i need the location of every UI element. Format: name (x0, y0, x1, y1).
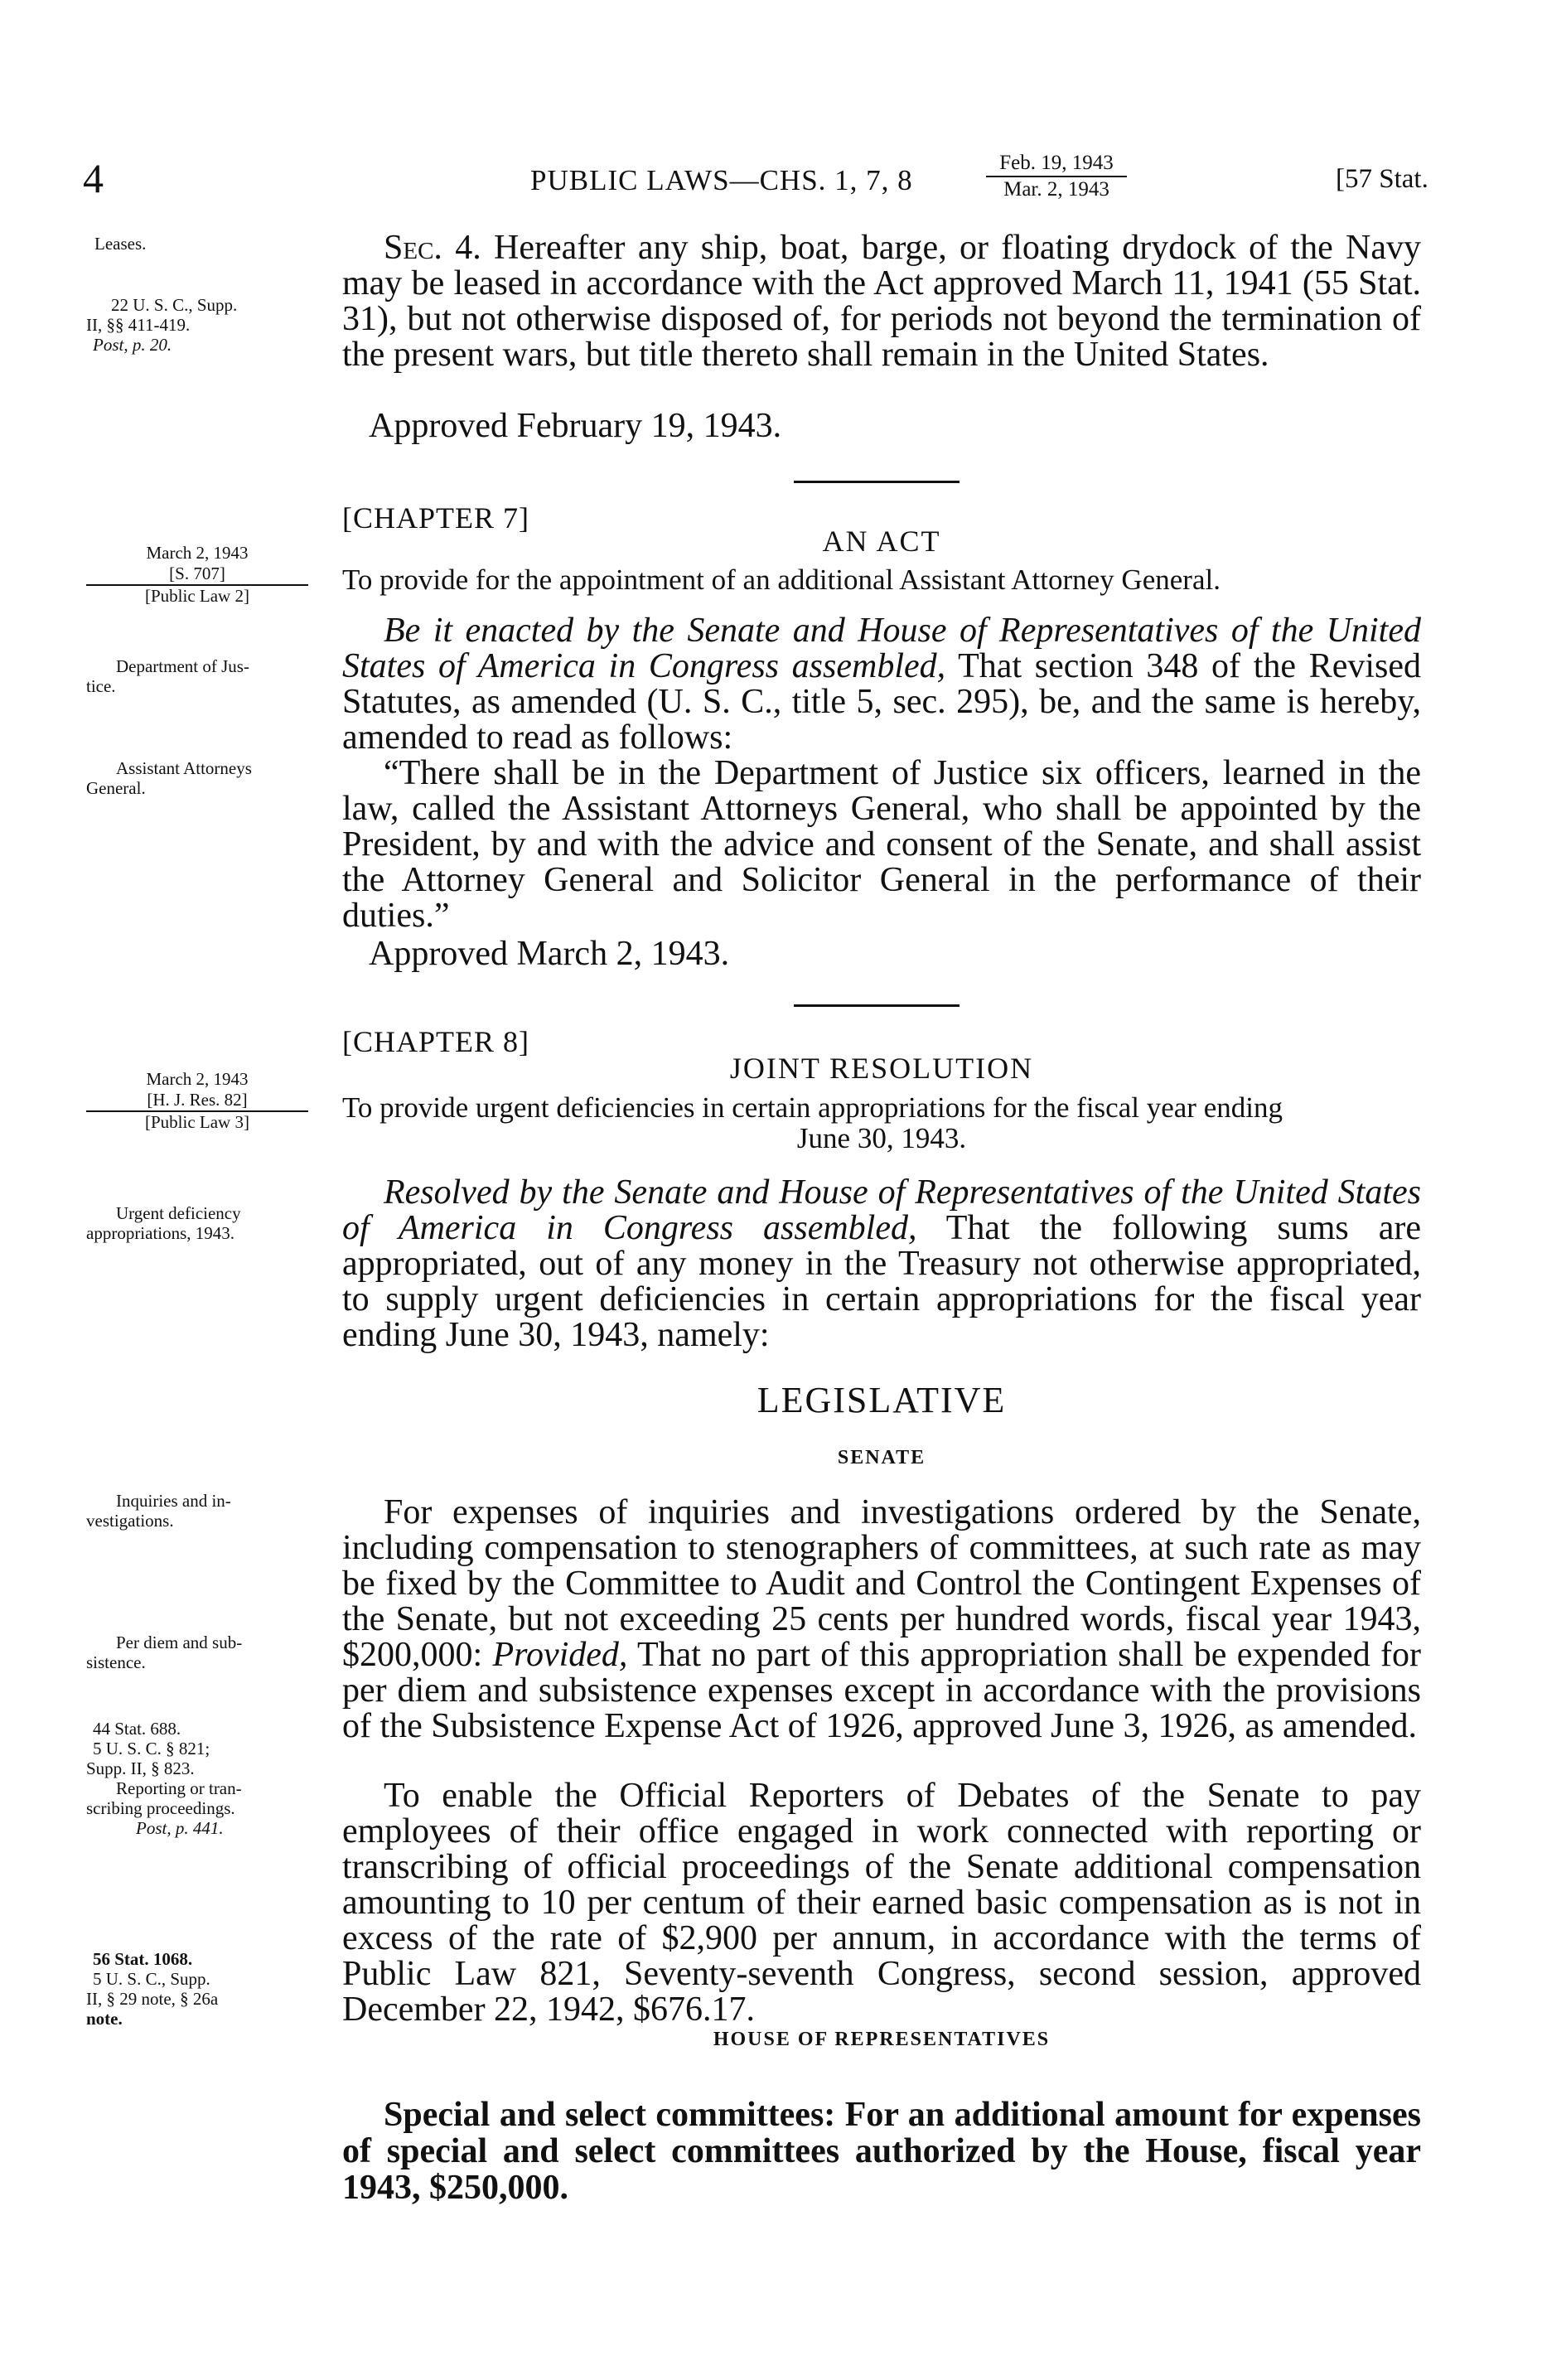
ch7-date: March 2, 1943 (146, 543, 249, 563)
cite-56-line-3: II, § 29 note, § 26a (86, 1989, 219, 2009)
senate-heading: SENATE (837, 1447, 926, 1468)
per-diem-line-1: Per diem and sub- (116, 1633, 243, 1652)
section-4-text: Hereafter any ship, boat, barge, or floating drydock of the Navy may be leased in accordance with the Act approved March 11, 1941 (55 Stat. 31), but not otherwise disposed of, for periods not beyond the termination of the present wars, but title thereto shall remain in the United States. (342, 229, 1421, 374)
senate-inquiries-proviso: That no part of this appropriation shall be expended for per diem and subsistence expenses except in accordance with the provisions of the Subsistence Expense Act of 1926, approved June 3, 1926, as amended. (342, 1636, 1421, 1745)
header-date-range (986, 151, 1127, 202)
ch7-bill: [S. 707] (86, 564, 308, 586)
legislative-heading: LEGISLATIVE (756, 1380, 1007, 1420)
ch7-public-law: [Public Law 2] (145, 586, 249, 606)
margin-note-aag (86, 758, 252, 798)
house-of-representatives-heading: HOUSE OF REPRESENTATIVES (713, 2029, 1051, 2050)
cite-56-line-4: note. (86, 2009, 123, 2029)
chapter-7-quoted-section (342, 756, 1421, 934)
provided-italic: Provided, (492, 1636, 628, 1674)
ch8-public-law: [Public Law 3] (145, 1112, 249, 1132)
section-4-label: Sec. 4. (384, 229, 481, 267)
margin-note-inquiries (86, 1491, 231, 1531)
chapter-8-type: JOINT RESOLUTION (729, 1052, 1034, 1085)
chapter-8-purpose (342, 1092, 1421, 1154)
chapter-8-purpose-line-1: To provide urgent deficiencies in certain appropriations for the fiscal year ending (342, 1091, 1283, 1124)
inquiries-line-2: vestigations. (86, 1511, 174, 1531)
volume-reference: [57 Stat. (1336, 164, 1428, 194)
margin-note-reporting (86, 1778, 242, 1838)
chapter-7-enacting-clause (342, 613, 1421, 756)
leases-cite-line-1: 22 U. S. C., Supp. (111, 295, 238, 315)
inquiries-line-1: Inquiries and in- (116, 1491, 231, 1511)
approved-feb-19: Approved February 19, 1943. (369, 407, 782, 445)
senate-inquiries-text: For expenses of inquiries and investigations ordered by the Senate, including compensation to stenographers of committees, at such rate as may be fixed by the Committee to Audit and Control the Contingent Expenses of the Senate, but not exceeding 25 cents per hundred words, fiscal year 1943, $200,000: (342, 1493, 1421, 1674)
cite-56-line-1: 56 Stat. 1068. (93, 1949, 193, 1969)
chapter-8-purpose-line-2: June 30, 1943. (796, 1122, 967, 1154)
margin-note-ch8-block (86, 1069, 308, 1133)
page-number: 4 (83, 155, 104, 201)
senate-inquiries-paragraph (342, 1495, 1421, 1744)
header-date-bottom: Mar. 2, 1943 (986, 176, 1127, 202)
running-title: PUBLIC LAWS—CHS. 1, 7, 8 (530, 164, 913, 196)
urgent-line-1: Urgent deficiency (116, 1203, 241, 1223)
divider-rule (794, 1004, 960, 1007)
cite-44-line-1: 44 Stat. 688. (93, 1719, 181, 1739)
margin-note-cite-56 (86, 1949, 218, 2029)
margin-note-per-diem (86, 1633, 242, 1672)
chapter-8-label: [CHAPTER 8] (342, 1025, 529, 1058)
doj-line-2: tice. (86, 676, 116, 696)
enacting-clause-italic: Be it enacted by the Senate and House of Representatives of the United States of America in Congress assembled, (342, 612, 1421, 685)
header-date-top: Feb. 19, 1943 (999, 152, 1114, 174)
official-reporters-paragraph (342, 1778, 1421, 2028)
reporting-line-2: scribing proceedings. (86, 1798, 235, 1818)
enacting-clause-text: That section 348 of the Revised Statutes, as amended (U. S. C., title 5, sec. 295), be, and the same is hereby, amended to read as follows: (342, 647, 1421, 757)
official-reporters-text: To enable the Official Reporters of Debates of the Senate to pay employees of their office engaged in work connected with reporting or transcribing of official proceedings of the Senate additional compensation amounting to 10 per centum of their earned basic compensation as is not in excess of the rate of $2,900 per annum, in accordance with the terms of Public Law 821, Seventy-seventh Congress, second session, approved December 22, 1942, $676.17. (342, 1777, 1421, 2029)
chapter-7-purpose: To provide for the appointment of an additional Assistant Attorney General. (342, 564, 1221, 596)
aag-line-1: Assistant Attorneys (116, 758, 252, 778)
margin-note-ch7-block (86, 543, 308, 607)
margin-note-leases-cite (86, 295, 237, 355)
aag-line-2: General. (86, 778, 146, 798)
margin-note-urgent (86, 1203, 241, 1243)
chapter-8-resolving-clause (342, 1175, 1421, 1353)
leases-cite-line-2: II, §§ 411-419. (86, 315, 191, 335)
chapter-7-type: AN ACT (822, 525, 941, 558)
resolving-clause-italic: Resolved by the Senate and House of Representatives of the United States of America in Congress assembled, (342, 1173, 1421, 1247)
special-committees-text: Special and select committees: For an additional amount for expenses of special and select committees authorized by the House, fiscal year 1943, $250,000. (342, 2096, 1421, 2207)
resolving-clause-text: That the following sums are appropriated, out of any money in the Treasury not otherwise appropriated, to supply urgent deficiencies in certain appropriations for the fiscal year ending June 30, 1943, namely: (342, 1209, 1421, 1354)
leases-cite-line-3: Post, p. 20. (93, 335, 172, 355)
reporting-line-3: Post, p. 441. (136, 1818, 224, 1838)
margin-note-cite-44 (86, 1719, 210, 1778)
special-committees-paragraph (342, 2097, 1421, 2206)
margin-note-doj (86, 656, 249, 696)
chapter-7-quote: “There shall be in the Department of Justice six officers, learned in the law, called the Assistant Attorneys General, who shall be appointed by the President, by and with the advice and consent of the Senate, and shall assist the Attorney General and Solicitor General in the performance of their duties.” (342, 754, 1421, 935)
divider-rule (794, 481, 960, 483)
cite-56-line-2: 5 U. S. C., Supp. (93, 1969, 210, 1989)
approved-mar-2-ch7: Approved March 2, 1943. (369, 935, 730, 973)
ch8-date: March 2, 1943 (146, 1069, 249, 1089)
doj-line-1: Department of Jus- (116, 656, 249, 676)
margin-note-leases: Leases. (94, 234, 147, 254)
urgent-line-2: appropriations, 1943. (86, 1223, 235, 1243)
ch8-bill: [H. J. Res. 82] (86, 1090, 308, 1112)
chapter-7-label: [CHAPTER 7] (342, 501, 529, 535)
cite-44-line-2: 5 U. S. C. § 821; (93, 1739, 210, 1758)
section-4-paragraph (342, 230, 1421, 373)
reporting-line-1: Reporting or tran- (116, 1778, 242, 1798)
cite-44-line-3: Supp. II, § 823. (86, 1758, 195, 1778)
per-diem-line-2: sistence. (86, 1652, 146, 1672)
